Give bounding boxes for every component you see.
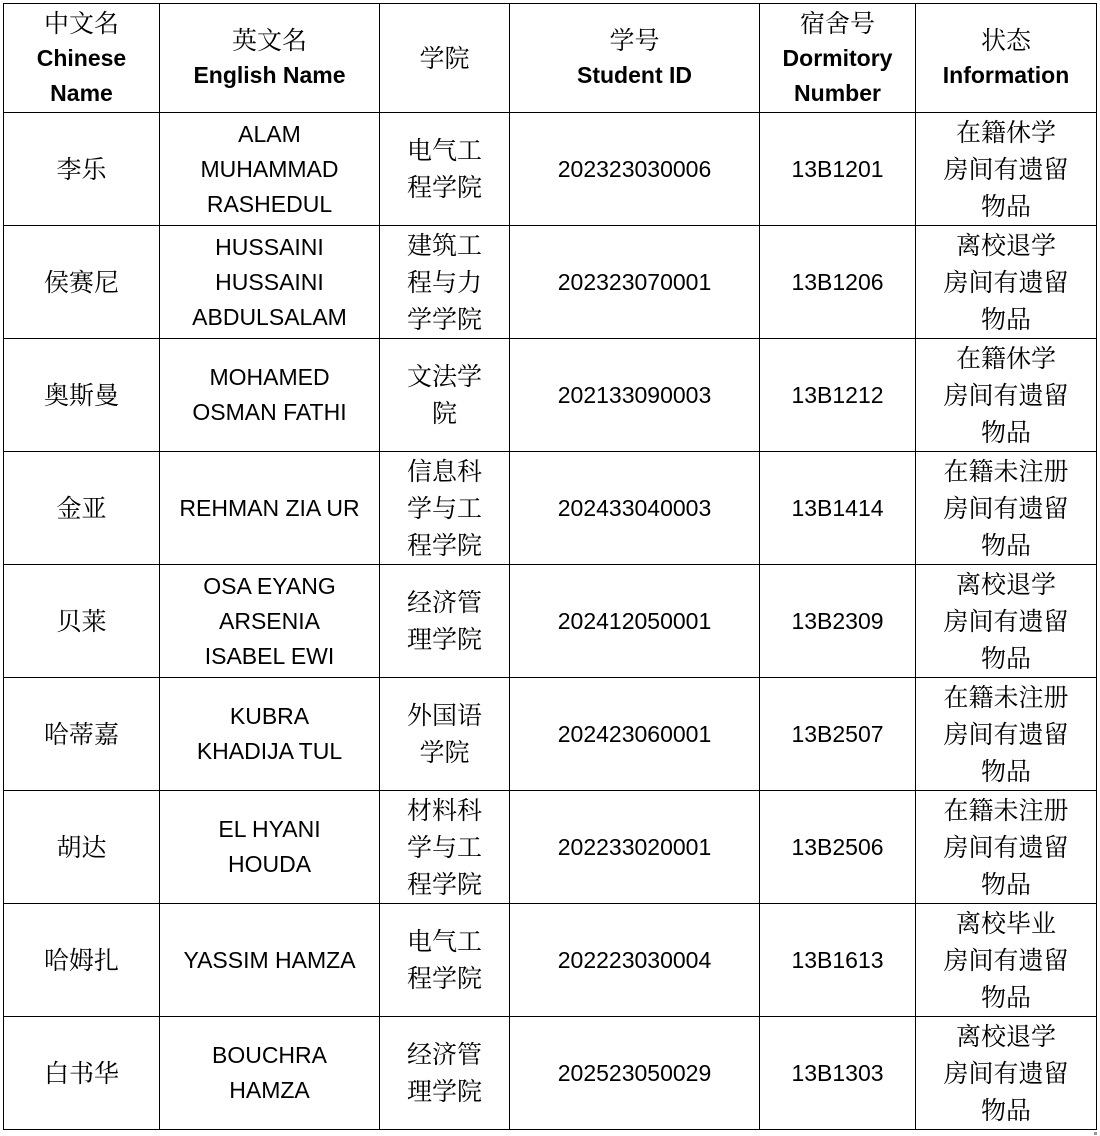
college-line: 外国语 <box>406 701 482 730</box>
cell-college <box>380 452 510 565</box>
dormitory-number-text: 13B2309 <box>791 607 884 634</box>
chinese-name-text: 贝莱 <box>56 606 107 636</box>
cell-status <box>916 339 1097 452</box>
student-id-text: 202433040003 <box>557 494 712 521</box>
cell-chinese-name <box>4 113 160 226</box>
header-english-name <box>160 4 380 113</box>
college-line: 理学院 <box>406 625 482 654</box>
student-id-text: 202412050001 <box>557 607 712 634</box>
status-line: 房间有遗留 <box>943 945 1069 975</box>
college-line: 程学院 <box>406 530 482 560</box>
cell-english-name <box>160 339 380 452</box>
status-line: 房间有遗留 <box>943 380 1069 410</box>
english-name-line: KHADIJA TUL <box>196 738 343 764</box>
student-id-text: 202233020001 <box>557 833 712 860</box>
english-name-line: HUSSAINI <box>215 233 324 260</box>
college-line: 程与力 <box>406 267 482 297</box>
cell-college <box>380 339 510 452</box>
college-line: 学院 <box>419 738 470 767</box>
dormitory-number-text: 13B2507 <box>791 720 884 747</box>
college-line: 学与工 <box>406 493 482 523</box>
cell-chinese-name <box>4 904 160 1017</box>
college-line: 程学院 <box>406 869 482 899</box>
chinese-name-text: 金亚 <box>56 493 107 523</box>
english-name-line: HUSSAINI <box>215 268 324 295</box>
student-id-text: 202323030006 <box>557 155 712 182</box>
status-line: 房间有遗留 <box>943 1058 1069 1088</box>
status-line: 物品 <box>980 869 1031 899</box>
header-student-id <box>510 4 760 113</box>
college-line: 电气工 <box>406 927 482 956</box>
english-name-line: HOUDA <box>227 851 312 877</box>
header-label-en: Dormitory <box>782 44 893 71</box>
cell-dormitory-number <box>760 452 916 565</box>
dormitory-number-text: 13B1613 <box>791 946 884 973</box>
cell-student-id <box>510 113 760 226</box>
header-chinese-name <box>4 4 160 113</box>
cell-status <box>916 452 1097 565</box>
header-label-zh: 英文名 <box>231 26 307 55</box>
student-id-text: 202133090003 <box>557 381 712 408</box>
english-name-line: KUBRA <box>229 703 310 729</box>
english-name-line: HAMZA <box>229 1077 310 1103</box>
status-line: 物品 <box>980 643 1031 673</box>
cell-chinese-name <box>4 226 160 339</box>
cell-chinese-name <box>4 1017 160 1130</box>
status-line: 房间有遗留 <box>943 606 1069 636</box>
college-line: 材料科 <box>406 795 482 825</box>
status-line: 在籍休学 <box>955 343 1056 373</box>
cell-college <box>380 678 510 791</box>
college-line: 经济管 <box>406 588 482 617</box>
cell-status <box>916 113 1097 226</box>
dormitory-number-text: 13B1206 <box>791 268 884 295</box>
status-line: 在籍未注册 <box>943 682 1069 712</box>
status-line: 物品 <box>980 191 1031 221</box>
status-line: 物品 <box>980 982 1031 1012</box>
student-id-text: 202523050029 <box>557 1059 712 1086</box>
cell-english-name <box>160 226 380 339</box>
table-row <box>4 565 1097 678</box>
table-body <box>4 113 1097 1130</box>
student-id-text: 202323070001 <box>557 268 712 295</box>
cell-chinese-name <box>4 565 160 678</box>
status-line: 离校毕业 <box>955 908 1056 938</box>
student-dorm-table <box>3 3 1097 1130</box>
status-line: 物品 <box>980 530 1031 560</box>
cell-chinese-name <box>4 339 160 452</box>
cell-dormitory-number <box>760 339 916 452</box>
english-name-line: ARSENIA <box>219 607 320 634</box>
status-line: 在籍未注册 <box>943 795 1069 825</box>
header-label-zh: 状态 <box>980 26 1031 55</box>
college-line: 学与工 <box>406 832 482 862</box>
status-line: 在籍未注册 <box>943 456 1069 486</box>
status-line: 房间有遗留 <box>943 493 1069 523</box>
cell-dormitory-number <box>760 1017 916 1130</box>
cell-status <box>916 565 1097 678</box>
header-dormitory-number <box>760 4 916 113</box>
table-row <box>4 113 1097 226</box>
status-line: 在籍休学 <box>955 117 1056 147</box>
cell-status <box>916 678 1097 791</box>
cell-student-id <box>510 339 760 452</box>
cell-status <box>916 791 1097 904</box>
student-id-text: 202223030004 <box>557 946 712 973</box>
english-name-line: EL HYANI <box>218 816 321 842</box>
cell-college <box>380 565 510 678</box>
header-status <box>916 4 1097 113</box>
college-line: 程学院 <box>406 173 482 202</box>
cell-student-id <box>510 904 760 1017</box>
status-line: 物品 <box>980 417 1031 447</box>
cell-college <box>380 226 510 339</box>
college-line: 建筑工 <box>406 230 482 260</box>
english-name-line: OSMAN FATHI <box>192 399 347 425</box>
table-row <box>4 678 1097 791</box>
status-line: 离校退学 <box>955 230 1056 260</box>
header-label-en: Name <box>50 79 113 106</box>
college-line: 学学院 <box>406 304 482 334</box>
table-row <box>4 791 1097 904</box>
cell-chinese-name <box>4 678 160 791</box>
cell-english-name <box>160 1017 380 1130</box>
header-label-en: Chinese <box>36 44 127 71</box>
cell-student-id <box>510 791 760 904</box>
header-label-en: Information <box>942 62 1070 88</box>
status-line: 房间有遗留 <box>943 832 1069 862</box>
header-label-en: Student ID <box>577 62 692 88</box>
english-name-line: REHMAN ZIA UR <box>179 494 360 521</box>
cell-college <box>380 113 510 226</box>
dormitory-number-text: 13B1212 <box>791 381 884 408</box>
cell-dormitory-number <box>760 113 916 226</box>
english-name-line: BOUCHRA <box>211 1042 327 1068</box>
english-name-line: ABDULSALAM <box>192 303 347 330</box>
header-college <box>380 4 510 113</box>
table-row <box>4 904 1097 1017</box>
table-header <box>4 4 1097 113</box>
english-name-line: OSA EYANG <box>203 572 336 599</box>
college-line: 电气工 <box>406 136 482 165</box>
cell-student-id <box>510 1017 760 1130</box>
table-row <box>4 1017 1097 1130</box>
cell-english-name <box>160 904 380 1017</box>
cell-student-id <box>510 678 760 791</box>
dormitory-number-text: 13B1414 <box>791 494 884 521</box>
cell-status <box>916 1017 1097 1130</box>
cell-dormitory-number <box>760 565 916 678</box>
chinese-name-text: 奥斯曼 <box>43 380 119 410</box>
dormitory-number-text: 13B1201 <box>791 155 884 182</box>
chinese-name-text: 哈姆扎 <box>43 945 119 975</box>
table-row <box>4 452 1097 565</box>
chinese-name-text: 哈蒂嘉 <box>43 719 119 749</box>
english-name-line: ALAM <box>238 120 301 147</box>
status-line: 物品 <box>980 756 1031 786</box>
dormitory-number-text: 13B1303 <box>791 1059 884 1086</box>
cell-chinese-name <box>4 452 160 565</box>
college-line: 理学院 <box>406 1077 482 1106</box>
dormitory-number-text: 13B2506 <box>791 833 884 860</box>
cell-dormitory-number <box>760 226 916 339</box>
cell-english-name <box>160 565 380 678</box>
cell-student-id <box>510 226 760 339</box>
chinese-name-text: 侯赛尼 <box>43 267 119 297</box>
english-name-line: YASSIM HAMZA <box>183 946 356 973</box>
header-label-en: English Name <box>193 62 346 88</box>
chinese-name-text: 李乐 <box>56 154 107 184</box>
table-row <box>4 339 1097 452</box>
corner-mark <box>1094 1132 1097 1135</box>
cell-chinese-name <box>4 791 160 904</box>
college-line: 程学院 <box>406 964 482 993</box>
student-id-text: 202423060001 <box>557 720 712 747</box>
cell-dormitory-number <box>760 904 916 1017</box>
header-label-zh: 中文名 <box>43 8 119 38</box>
header-row <box>4 4 1097 113</box>
college-line: 文法学 <box>406 362 482 391</box>
status-line: 物品 <box>980 304 1031 334</box>
status-line: 房间有遗留 <box>943 267 1069 297</box>
english-name-line: MOHAMED <box>209 364 330 390</box>
header-label-zh: 宿舍号 <box>799 8 875 38</box>
cell-status <box>916 904 1097 1017</box>
status-line: 房间有遗留 <box>943 154 1069 184</box>
status-line: 房间有遗留 <box>943 719 1069 749</box>
cell-dormitory-number <box>760 791 916 904</box>
cell-college <box>380 1017 510 1130</box>
chinese-name-text: 白书华 <box>43 1058 119 1088</box>
college-line: 经济管 <box>406 1040 482 1069</box>
status-line: 离校退学 <box>955 569 1056 599</box>
cell-college <box>380 791 510 904</box>
cell-dormitory-number <box>760 678 916 791</box>
table-row <box>4 226 1097 339</box>
cell-student-id <box>510 565 760 678</box>
english-name-line: RASHEDUL <box>206 190 333 217</box>
header-label-en: Number <box>794 79 881 106</box>
cell-english-name <box>160 113 380 226</box>
header-label-zh: 学院 <box>419 43 470 73</box>
cell-status <box>916 226 1097 339</box>
cell-english-name <box>160 791 380 904</box>
cell-english-name <box>160 452 380 565</box>
status-line: 离校退学 <box>955 1021 1056 1051</box>
status-line: 物品 <box>980 1095 1031 1125</box>
cell-english-name <box>160 678 380 791</box>
cell-college <box>380 904 510 1017</box>
english-name-line: ISABEL EWI <box>204 642 335 669</box>
cell-student-id <box>510 452 760 565</box>
header-label-zh: 学号 <box>609 26 660 55</box>
english-name-line: MUHAMMAD <box>200 155 339 182</box>
college-line: 信息科 <box>406 456 482 486</box>
chinese-name-text: 胡达 <box>56 832 107 862</box>
college-line: 院 <box>431 399 457 428</box>
